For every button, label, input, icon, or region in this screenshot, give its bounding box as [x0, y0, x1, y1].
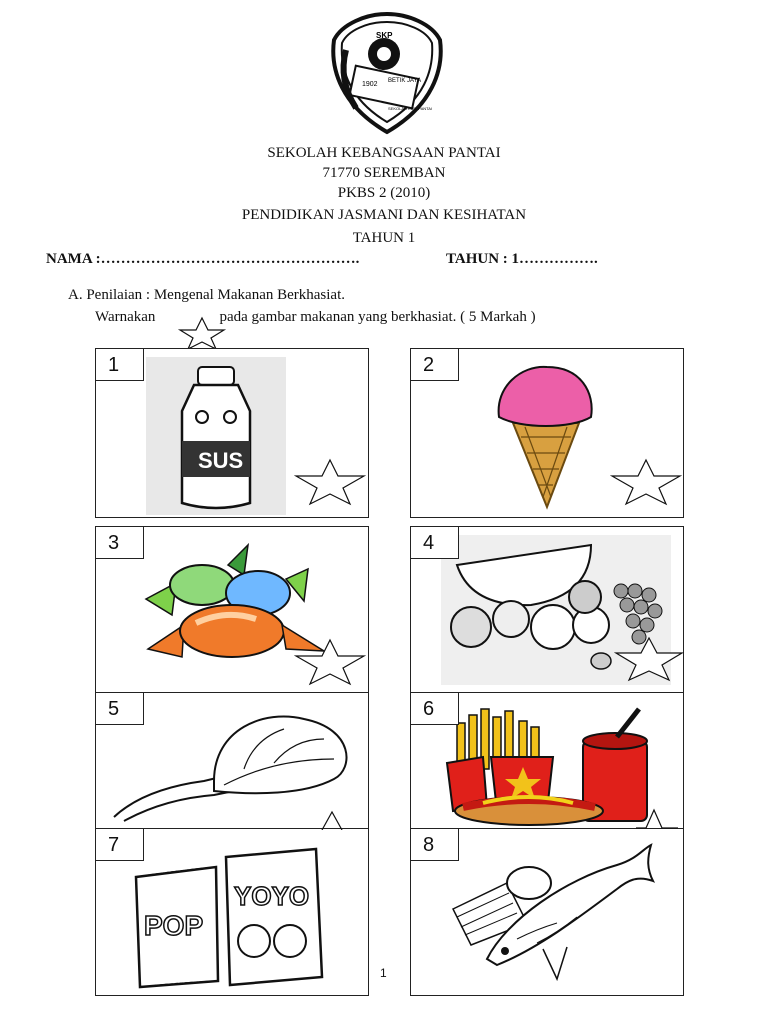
star-icon[interactable]: [614, 636, 684, 682]
star-icon[interactable]: [294, 458, 366, 506]
item-number: 2: [411, 349, 459, 381]
item-number: 5: [96, 693, 144, 725]
item-number: 6: [411, 693, 459, 725]
item-number: 4: [411, 527, 459, 559]
star-icon[interactable]: [634, 808, 680, 830]
exam-title: PKBS 2 (2010): [337, 185, 431, 201]
star-icon[interactable]: [610, 458, 682, 506]
star-icon[interactable]: [294, 638, 366, 686]
instruction-end: pada gambar makanan yang berkhasiat. ( 5 Markah ): [219, 309, 536, 325]
snack-label-1: POP: [144, 910, 204, 941]
school-name: SEKOLAH KEBANGSAAN PANTAI: [267, 145, 501, 161]
item-number: 3: [96, 527, 144, 559]
snack-packs-icon: [130, 837, 330, 991]
star-icon[interactable]: [318, 810, 346, 830]
year-level: TAHUN 1: [352, 230, 416, 246]
fast-food-icon: [443, 707, 663, 827]
section-a-title: A. Penilaian : Mengenal Makanan Berkhasiat.: [68, 287, 346, 303]
milk-label: SUS: [198, 448, 244, 473]
logo-top-text: SKP: [376, 31, 393, 40]
item-number: 1: [96, 349, 144, 381]
name-field-label: NAMA :…………………………………………….: [46, 251, 360, 267]
subject-title: PENDIDIKAN JASMANI DAN KESIHATAN: [241, 207, 527, 223]
logo-year: 1902: [362, 81, 378, 88]
logo-motto: BETIK JAYA: [388, 78, 422, 84]
fish-icon: [447, 839, 657, 989]
school-logo: [328, 10, 446, 138]
ice-cream-icon: [491, 357, 601, 511]
instruction-start: Warnakan: [95, 309, 156, 325]
item-number: 8: [411, 829, 459, 861]
milk-bottle-icon: [146, 357, 286, 515]
logo-ribbon: SEKOLAH KEB. PANTAI: [388, 106, 433, 111]
snack-label-2: YOYO: [234, 881, 310, 911]
food-card-8: [410, 828, 684, 996]
school-address: 71770 SEREMBAN: [322, 165, 446, 181]
star-icon: [176, 316, 228, 350]
page-number: 1: [380, 966, 387, 980]
tahun-field-label: TAHUN : 1…………….: [446, 251, 598, 267]
food-card-7: [95, 828, 369, 996]
item-number: 7: [96, 829, 144, 861]
